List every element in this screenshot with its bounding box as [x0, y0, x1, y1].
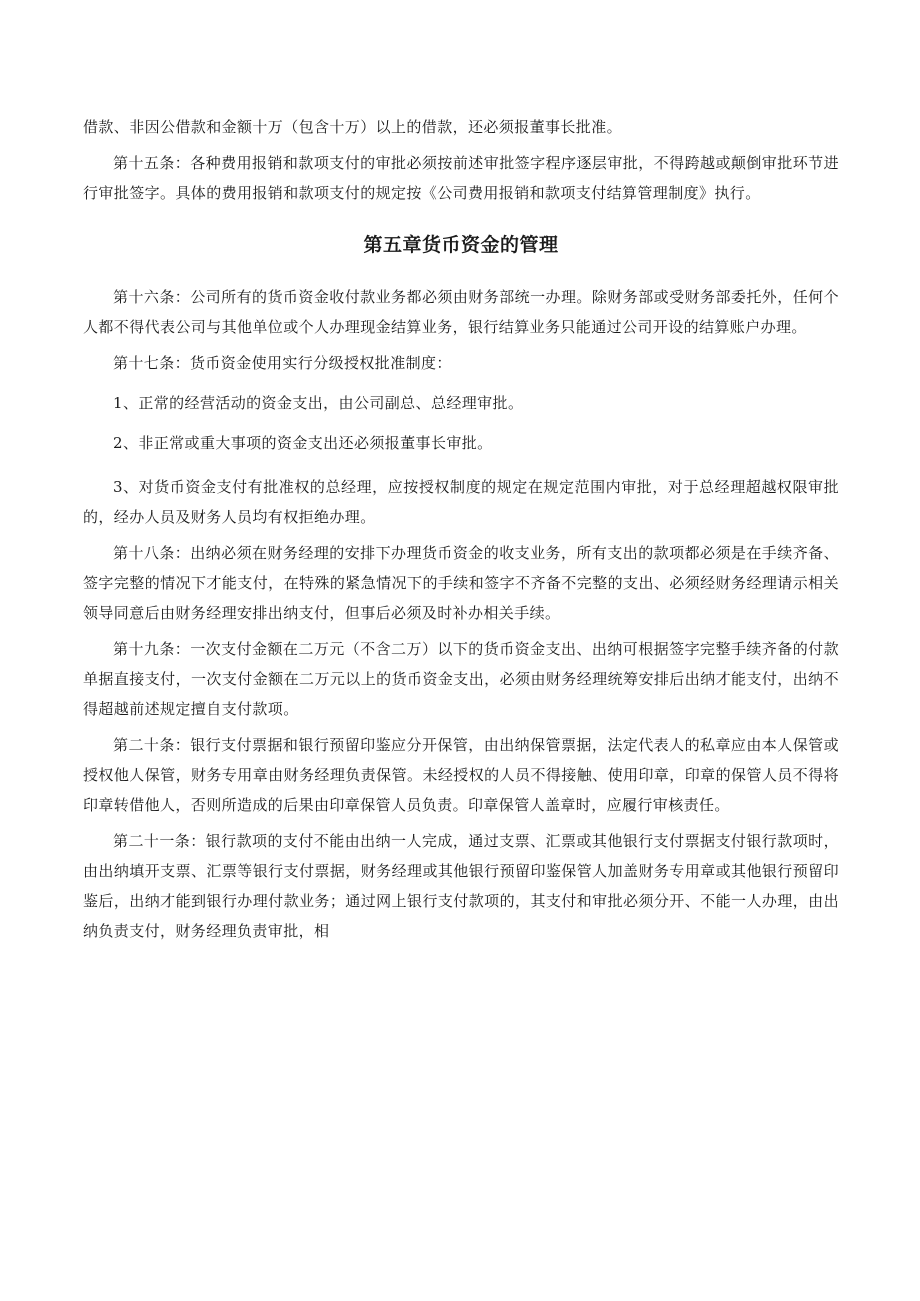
article-15: 第十五条：各种费用报销和款项支付的审批必须按前述审批签字程序逐层审批，不得跨越或颠倒审批环节进行审批签字。具体的费用报销和款项支付的规定按《公司费用报销和款项支付结算管理制度》执行。 — [83, 154, 839, 202]
chapter-title: 第五章货币资金的管理 — [363, 234, 559, 256]
article-17-item-3: 3、对货币资金支付有批准权的总经理，应按授权制度的规定在规定范围内审批，对于总经理超越权限审批的，经办人员及财务人员均有权拒绝办理。 — [83, 478, 839, 526]
article-19: 第十九条：一次支付金额在二万元（不含二万）以下的货币资金支出、出纳可根据签字完整手续齐备的付款单据直接支付，一次支付金额在二万元以上的货币资金支出，必须由财务经理统筹安排后出纳才能支付，出纳不得超越前述规定擅自支付款项。 — [83, 640, 839, 718]
article-17-item-1: 1、正常的经营活动的资金支出，由公司副总、总经理审批。 — [113, 394, 524, 412]
article-18: 第十八条：出纳必须在财务经理的安排下办理货币资金的收支业务，所有支出的款项都必须是在手续齐备、签字完整的情况下才能支付，在特殊的紧急情况下的手续和签字不齐备不完整的支出、必须经财务经理请示相关领导同意后由财务经理安排出纳支付，但事后必须及时补办相关手续。 — [83, 544, 839, 622]
document-page — [83, 112, 839, 952]
article-21: 第二十一条：银行款项的支付不能由出纳一人完成，通过支票、汇票或其他银行支付票据支付银行款项时，由出纳填开支票、汇票等银行支付票据，财务经理或其他银行预留印鉴保管人加盖财务专用章或其他银行预留印鉴后，出纳才能到银行办理付款业务；通过网上银行支付款项的，其支付和审批必须分开、不能一人办理，由出纳负责支付，财务经理负责审批，相 — [83, 832, 839, 940]
article-20: 第二十条：银行支付票据和银行预留印鉴应分开保管，由出纳保管票据，法定代表人的私章应由本人保管或授权他人保管，财务专用章由财务经理负责保管。未经授权的人员不得接触、使用印章，印章的保管人员不得将印章转借他人，否则所造成的后果由印章保管人员负责。印章保管人盖章时，应履行审核责任。 — [83, 736, 839, 814]
article-17-item-2: 2、非正常或重大事项的资金支出还必须报董事长审批。 — [113, 434, 493, 452]
paragraph-continuation: 借款、非因公借款和金额十万（包含十万）以上的借款，还必须报董事长批准。 — [83, 118, 623, 136]
article-16: 第十六条：公司所有的货币资金收付款业务都必须由财务部统一办理。除财务部或受财务部委托外，任何个人都不得代表公司与其他单位或个人办理现金结算业务，银行结算业务只能通过公司开设的结算账户办理。 — [83, 288, 839, 336]
article-17: 第十七条：货币资金使用实行分级授权批准制度： — [113, 354, 452, 372]
